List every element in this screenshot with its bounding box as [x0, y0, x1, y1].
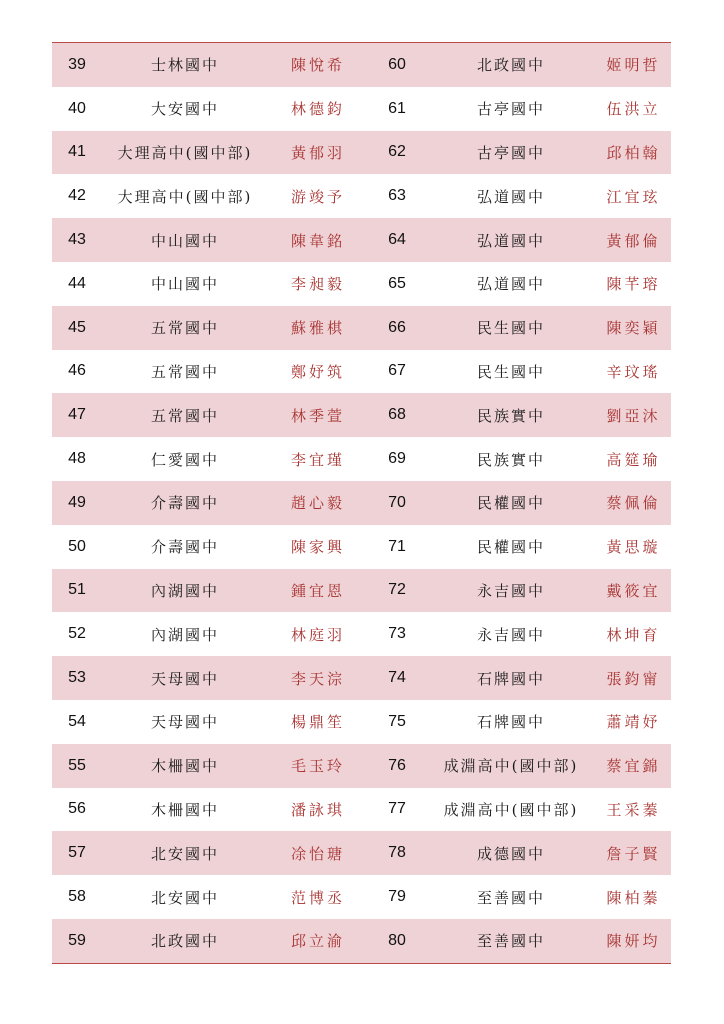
student-name-left: 鄭妤筑 [290, 362, 345, 381]
table-row [52, 744, 671, 788]
table-row [52, 569, 671, 613]
row-number-right: 65 [388, 274, 406, 292]
row-number-left: 48 [68, 450, 86, 468]
student-name-right: 伍洪立 [606, 100, 661, 119]
row-number-right: 70 [388, 493, 406, 511]
row-number-right: 63 [388, 187, 406, 205]
student-name-right: 陳奕穎 [606, 319, 661, 338]
student-name-left: 游竣予 [290, 187, 345, 206]
student-name-right: 邱柏翰 [606, 143, 661, 162]
row-number-right: 72 [388, 581, 406, 599]
school-left: 大安國中 [150, 100, 219, 119]
student-name-right: 蔡宜錦 [606, 757, 661, 776]
student-name-left: 趙心毅 [290, 494, 345, 513]
student-name-right: 陳妍均 [606, 932, 661, 951]
student-name-left: 毛玉玲 [290, 757, 345, 776]
table-row [52, 875, 671, 919]
student-name-right: 王采蓁 [606, 800, 661, 819]
student-name-left: 林季萱 [290, 406, 345, 425]
school-left: 北政國中 [150, 932, 219, 951]
student-name-left: 李宜瑾 [290, 450, 345, 469]
school-left: 中山國中 [150, 275, 219, 294]
student-name-right: 劉亞沐 [606, 406, 661, 425]
school-left: 北安國中 [150, 888, 219, 907]
student-name-right: 戴筱宜 [606, 581, 661, 600]
student-name-left: 陳悅希 [290, 56, 345, 75]
roster-table [52, 42, 671, 964]
school-right: 民權國中 [476, 538, 545, 557]
row-number-right: 71 [388, 537, 406, 555]
school-right: 民生國中 [476, 319, 545, 338]
student-name-left: 范博丞 [290, 888, 345, 907]
row-number-left: 49 [68, 493, 86, 511]
student-name-right: 蕭靖妤 [606, 713, 661, 732]
student-name-left: 陳家興 [290, 538, 345, 557]
row-number-left: 59 [68, 931, 86, 949]
student-name-left: 李昶毅 [290, 275, 345, 294]
table-row [52, 87, 671, 131]
school-left: 天母國中 [150, 713, 219, 732]
school-right: 民權國中 [476, 494, 545, 513]
student-name-left: 蘇雅棋 [290, 319, 345, 338]
row-number-left: 55 [68, 756, 86, 774]
row-number-left: 46 [68, 362, 86, 380]
student-name-left: 陳韋銘 [290, 231, 345, 250]
student-name-left: 林德鈞 [290, 100, 345, 119]
student-name-right: 陳柏蓁 [606, 888, 661, 907]
school-right: 石牌國中 [476, 669, 545, 688]
table-row [52, 437, 671, 481]
school-right: 弘道國中 [476, 187, 545, 206]
student-name-right: 黃思璇 [606, 538, 661, 557]
table-row [52, 393, 671, 437]
table-row [52, 919, 671, 963]
school-right: 至善國中 [476, 932, 545, 951]
table-row [52, 43, 671, 87]
school-left: 五常國中 [150, 362, 219, 381]
row-number-left: 41 [68, 143, 86, 161]
school-right: 古亭國中 [476, 143, 545, 162]
school-right: 民族實中 [476, 406, 545, 425]
student-name-right: 姬明哲 [606, 56, 661, 75]
row-number-left: 56 [68, 800, 86, 818]
table-row [52, 131, 671, 175]
school-left: 木柵國中 [150, 800, 219, 819]
row-number-right: 69 [388, 450, 406, 468]
school-right: 石牌國中 [476, 713, 545, 732]
row-number-right: 77 [388, 800, 406, 818]
table-row [52, 700, 671, 744]
row-number-left: 47 [68, 406, 86, 424]
table-row [52, 481, 671, 525]
row-number-left: 40 [68, 99, 86, 117]
table-row [52, 656, 671, 700]
table-row [52, 350, 671, 394]
school-left: 天母國中 [150, 669, 219, 688]
row-number-left: 45 [68, 318, 86, 336]
row-number-right: 74 [388, 669, 406, 687]
school-left: 大理高中(國中部) [117, 143, 253, 162]
school-right: 北政國中 [476, 56, 545, 75]
school-left: 介壽國中 [150, 538, 219, 557]
row-number-left: 51 [68, 581, 86, 599]
row-number-left: 44 [68, 274, 86, 292]
row-number-right: 68 [388, 406, 406, 424]
school-right: 弘道國中 [476, 231, 545, 250]
school-right: 成淵高中(國中部) [443, 757, 579, 776]
student-name-right: 高筵瑜 [606, 450, 661, 469]
student-name-left: 李天淙 [290, 669, 345, 688]
row-number-left: 39 [68, 55, 86, 73]
school-left: 五常國中 [150, 406, 219, 425]
school-left: 五常國中 [150, 319, 219, 338]
student-name-right: 陳芊瑢 [606, 275, 661, 294]
row-number-right: 79 [388, 888, 406, 906]
row-number-right: 78 [388, 844, 406, 862]
table-row [52, 831, 671, 875]
student-name-left: 邱立渝 [290, 932, 345, 951]
row-number-right: 67 [388, 362, 406, 380]
table-row [52, 218, 671, 262]
school-left: 士林國中 [150, 56, 219, 75]
row-number-right: 75 [388, 712, 406, 730]
school-left: 中山國中 [150, 231, 219, 250]
table-row [52, 525, 671, 569]
school-right: 弘道國中 [476, 275, 545, 294]
row-number-left: 50 [68, 537, 86, 555]
row-number-left: 53 [68, 669, 86, 687]
student-name-left: 鍾宜恩 [290, 581, 345, 600]
row-number-left: 54 [68, 712, 86, 730]
row-number-right: 73 [388, 625, 406, 643]
school-right: 民族實中 [476, 450, 545, 469]
row-number-right: 61 [388, 99, 406, 117]
school-left: 大理高中(國中部) [117, 187, 253, 206]
student-name-left: 潘詠琪 [290, 800, 345, 819]
student-name-left: 楊鼎笙 [290, 713, 345, 732]
school-left: 內湖國中 [150, 581, 219, 600]
school-left: 仁愛國中 [150, 450, 219, 469]
student-name-left: 黃郁羽 [290, 143, 345, 162]
row-number-left: 43 [68, 231, 86, 249]
table-row [52, 788, 671, 832]
student-name-right: 黃郁倫 [606, 231, 661, 250]
row-number-right: 64 [388, 231, 406, 249]
school-right: 民生國中 [476, 362, 545, 381]
student-name-right: 蔡佩倫 [606, 494, 661, 513]
table-row [52, 262, 671, 306]
student-name-right: 林坤育 [606, 625, 661, 644]
school-right: 古亭國中 [476, 100, 545, 119]
table-row [52, 612, 671, 656]
table-row [52, 174, 671, 218]
row-number-right: 60 [388, 55, 406, 73]
school-left: 木柵國中 [150, 757, 219, 776]
school-left: 介壽國中 [150, 494, 219, 513]
student-name-left: 林庭羽 [290, 625, 345, 644]
student-name-right: 江宜玹 [606, 187, 661, 206]
student-name-left: 凃怡瑭 [290, 844, 345, 863]
school-right: 至善國中 [476, 888, 545, 907]
table-row [52, 306, 671, 350]
row-number-right: 76 [388, 756, 406, 774]
school-right: 成德國中 [476, 844, 545, 863]
school-left: 內湖國中 [150, 625, 219, 644]
row-number-left: 58 [68, 888, 86, 906]
school-left: 北安國中 [150, 844, 219, 863]
row-number-left: 57 [68, 844, 86, 862]
row-number-left: 42 [68, 187, 86, 205]
school-right: 成淵高中(國中部) [443, 800, 579, 819]
student-name-right: 詹子賢 [606, 844, 661, 863]
school-right: 永吉國中 [476, 581, 545, 600]
row-number-right: 80 [388, 931, 406, 949]
row-number-left: 52 [68, 625, 86, 643]
row-number-right: 62 [388, 143, 406, 161]
student-name-right: 張鈞甯 [606, 669, 661, 688]
school-right: 永吉國中 [476, 625, 545, 644]
student-name-right: 辛玟瑤 [606, 362, 661, 381]
row-number-right: 66 [388, 318, 406, 336]
